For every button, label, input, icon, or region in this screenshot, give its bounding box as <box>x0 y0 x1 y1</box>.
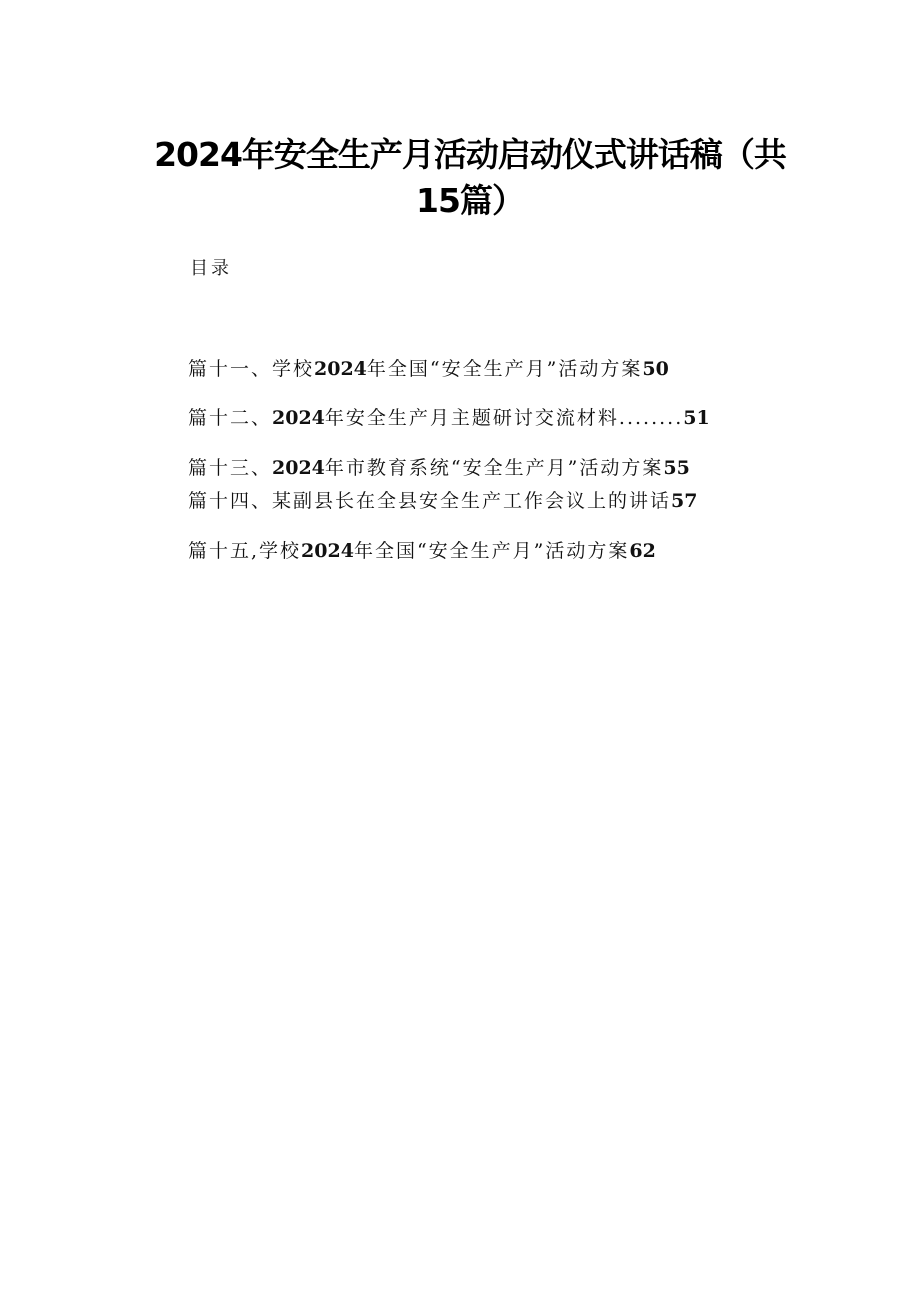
toc-entry[interactable] <box>188 537 656 565</box>
toc-entry-leader: ........ <box>618 407 684 429</box>
toc-entry-label: 篇十五,学校2024年全国“安全生产月”活动方案 <box>188 540 630 562</box>
toc-entry-page: 62 <box>629 540 656 562</box>
document-title-line-1: 2024年安全生产月活动启动仪式讲话稿（共 <box>154 135 786 174</box>
toc-entry-label: 篇十一、学校2024年全国“安全生产月”活动方案 <box>188 358 643 380</box>
toc-heading: 目录 <box>190 258 232 279</box>
toc-entry-label: 篇十四、某副县长在全县安全生产工作会议上的讲话 <box>188 490 672 512</box>
toc-entry[interactable] <box>188 454 690 482</box>
toc-entry[interactable] <box>188 355 669 383</box>
document-title-line-2: 15篇） <box>416 181 524 220</box>
toc-entry-page: 57 <box>671 490 698 512</box>
toc-entry-page: 55 <box>663 457 690 479</box>
toc-entry-year: 2024 <box>314 358 367 380</box>
toc-entry-label: 篇十二、2024年安全生产月主题研讨交流材料 <box>188 407 619 429</box>
toc-entry-page: 51 <box>683 407 710 429</box>
toc-entry[interactable] <box>188 404 710 432</box>
toc-entry-page: 50 <box>642 358 669 380</box>
toc-entry-year: 2024 <box>301 540 354 562</box>
toc-entry-label: 篇十三、2024年市教育系统“安全生产月”活动方案 <box>188 457 664 479</box>
toc-entry-year: 2024 <box>272 407 325 429</box>
toc-entry[interactable] <box>188 487 697 515</box>
toc-entry-year: 2024 <box>272 457 325 479</box>
document-title <box>140 132 800 224</box>
